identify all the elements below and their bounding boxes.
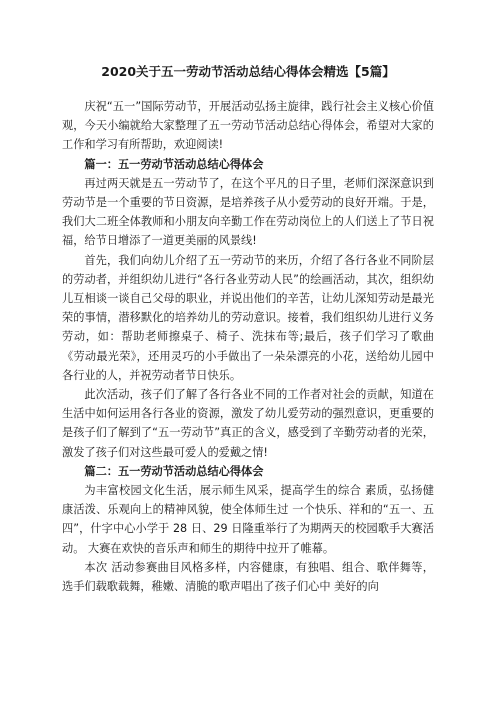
section-heading: 篇一：五一劳动节活动总结心得体会 <box>84 157 264 171</box>
body-paragraph: 首先，我们向幼儿介绍了五一劳动节的来历，介绍了各行各业不同阶层的劳动者，并组织幼儿进行“各行各业劳动人民”的绘画活动，其次，组织幼儿互相谈一谈自己父母的职业，并说出他们的辛苦，让幼儿深知劳动是最光荣的事情，潜移默化的培养幼儿的劳动意识。接着，我们组织幼儿进行义务劳动，如：帮助老师擦桌子、椅子、洗抹布等;最后，孩子们学习了歌曲《劳动最光荣》，还用灵巧的小手做出了一朵朵漂亮的小花，送给幼儿园中各行业的人，并祝劳动者节日快乐。 <box>62 253 434 382</box>
intro-paragraph: 庆祝“五一”国际劳动节，开展活动弘扬主旋律，践行社会主义核心价值观，今天小编就给大家整理了五一劳动节活动总结心得体会，希望对大家的工作和学习有所帮助，欢迎阅读! <box>62 100 434 152</box>
document-title: 2020关于五一劳动节活动总结心得体会精选【5篇】 <box>101 64 395 79</box>
body-paragraph: 再过两天就是五一劳动节了，在这个平凡的日子里，老师们深深意识到劳动节是一个重要的节日资源，是培养孩子从小爱劳动的良好开端。于是，我们大二班全体教师和小朋友向辛勤工作在劳动岗位上的人们送上了节日祝福，给节日增添了一道更美丽的风景线! <box>62 176 434 248</box>
section-1 <box>62 155 434 462</box>
section-heading: 篇二：五一劳动节活动总结心得体会 <box>84 464 264 478</box>
body-paragraph: 本次 活动参赛曲目风格多样，内容健康，有独唱、组合、歌伴舞等，选手们载歌载舞，稚嫩、清脆的歌声唱出了孩子们心中 美好的向 <box>62 560 434 594</box>
body-paragraph: 此次活动，孩子们了解了各行各业不同的工作者对社会的贡献，知道在生活中如何运用各行各业的资源，激发了幼儿爱劳动的强烈意识，更重要的是孩子们了解到了“五一劳动节”真正的含义，感受到了辛勤劳动者的光荣，激发了孩子们对这些最可爱人的爱戴之情! <box>62 388 434 459</box>
section-2 <box>62 462 434 596</box>
body-paragraph: 为丰富校园文化生活，展示师生风采，提高学生的综合 素质，弘扬健康活泼、乐观向上的精神风貌，使全体师生过 一个快乐、祥和的“五一、五四”，什字中心小学于 28 日、29 日隆重举行了为期两天的校园歌手大赛活动。 大赛在欢快的音乐声和师生的期待中拉开了帷幕。 <box>62 484 434 555</box>
